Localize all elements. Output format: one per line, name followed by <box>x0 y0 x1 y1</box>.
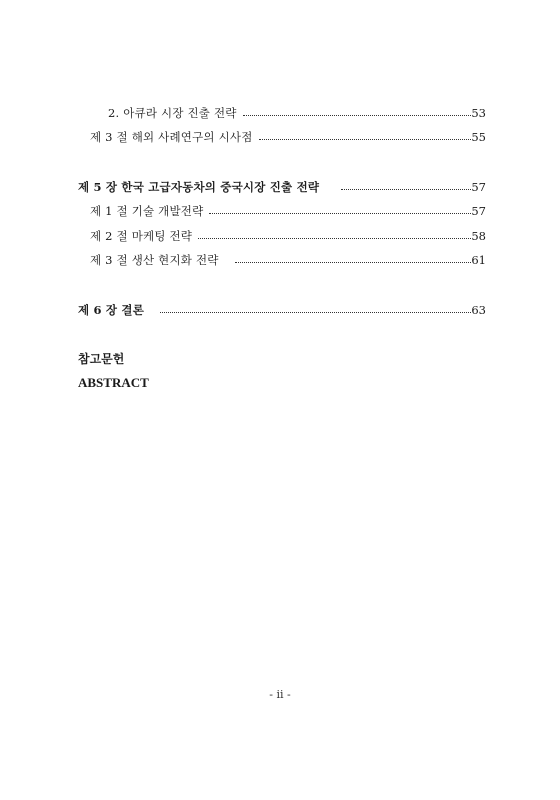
toc-entry-page: 57 <box>471 204 486 218</box>
toc-entry-page: 61 <box>471 253 486 267</box>
toc-entry-page: 53 <box>471 106 486 120</box>
toc-entry-label: 2. 아큐라 시장 진출 전략 <box>108 106 237 120</box>
toc-entry-chapter-5 <box>78 180 486 194</box>
toc-entry-section-1-technology <box>90 204 486 218</box>
dot-leader <box>259 139 472 140</box>
dot-leader <box>198 238 471 239</box>
toc-entry-page: 58 <box>471 229 486 243</box>
toc-entry-section-3-implications <box>90 130 486 144</box>
toc-entry-section-2-marketing <box>90 229 486 243</box>
toc-entry-label: 제 3 절 해외 사례연구의 시사점 <box>90 130 253 144</box>
toc-entry-2-acura <box>108 106 486 120</box>
toc-entry-label: 제 3 절 생산 현지화 전략 <box>90 253 219 267</box>
toc-entry-page: 57 <box>471 180 486 194</box>
toc-entry-label: 제 6 장 결론 <box>78 303 145 317</box>
page-number: - ii - <box>269 688 291 701</box>
toc-references: 참고문헌 <box>78 352 125 366</box>
toc-entry-page: 55 <box>471 130 486 144</box>
dot-leader <box>160 312 471 313</box>
dot-leader <box>243 115 472 116</box>
toc-entry-label: 제 1 절 기술 개발전략 <box>90 204 204 218</box>
toc-abstract: ABSTRACT <box>78 375 149 390</box>
dot-leader <box>209 213 471 214</box>
dot-leader <box>235 262 472 263</box>
toc-entry-label: 제 5 장 한국 고급자동차의 중국시장 진출 전략 <box>78 180 320 194</box>
toc-entry-page: 63 <box>471 303 486 317</box>
dot-leader <box>341 189 471 190</box>
toc-entry-label: 제 2 절 마케팅 전략 <box>90 229 193 243</box>
toc-entry-chapter-6 <box>78 303 486 317</box>
toc-entry-section-3-localization <box>90 253 486 267</box>
